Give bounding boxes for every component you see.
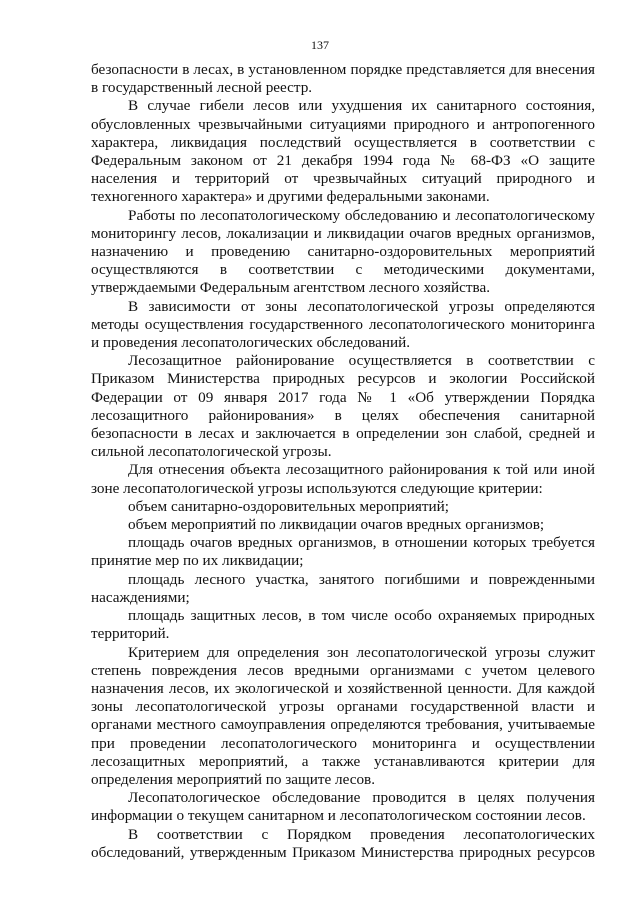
paragraph: В зависимости от зоны лесопатологической угрозы определяются методы осуществления государственного лесопатологического мониторинга и проведения лесопатологических обследований. bbox=[91, 297, 595, 352]
paragraph: В случае гибели лесов или ухудшения их санитарного состояния, обусловленных чрезвычайными ситуациями природного и антропогенного характера, ликвидация последствий осуществляется в соответствии с Федеральным законом от 21 декабря 1994 года № 68-ФЗ «О защите населения и территорий от чрезвычайных ситуаций природного и техногенного характера» и другими федеральными законами. bbox=[91, 97, 595, 206]
criteria-list-item: площадь защитных лесов, в том числе особо охраняемых природных территорий. bbox=[91, 607, 595, 643]
page-number: 137 bbox=[311, 38, 329, 52]
paragraph-continues-next-page: В соответствии с Порядком проведения лесопатологических обследований, утвержденным Приказом Министерства природных ресурсов bbox=[91, 825, 595, 861]
paragraph: Лесопатологическое обследование проводится в целях получения информации о текущем санитарном и лесопатологическом состоянии лесов. bbox=[91, 789, 595, 825]
criteria-list-item: площадь очагов вредных организмов, в отношении которых требуется принятие мер по их ликвидации; bbox=[91, 534, 595, 570]
paragraph-continuation: безопасности в лесах, в установленном порядке представляется для внесения в государственный лесной реестр. bbox=[91, 61, 595, 97]
paragraph: Лесозащитное районирование осуществляется в соответствии с Приказом Министерства природных ресурсов и экологии Российской Федерации от 09 января 2017 года № 1 «Об утверждении Порядка лесозащитного районирования» в целях обеспечения санитарной безопасности в лесах и заключается в определении зон слабой, средней и сильной лесопатологической угрозы. bbox=[91, 352, 595, 461]
paragraph: Работы по лесопатологическому обследованию и лесопатологическому мониторингу лесов, локализации и ликвидации очагов вредных организмов, назначению и проведению санитарно-оздоровительных мероприятий осуществляются в соответствии с методическими документами, утверждаемыми Федеральным агентством лесного хозяйства. bbox=[91, 206, 595, 297]
criteria-list-item: площадь лесного участка, занятого погибшими и поврежденными насаждениями; bbox=[91, 570, 595, 606]
paragraph: Для отнесения объекта лесозащитного районирования к той или иной зоне лесопатологической угрозы используются следующие критерии: bbox=[91, 461, 595, 497]
criteria-list-item: объем мероприятий по ликвидации очагов вредных организмов; bbox=[128, 516, 545, 534]
paragraph: Критерием для определения зон лесопатологической угрозы служит степень повреждения лесов вредными организмами с учетом целевого назначения лесов, их экологической и хозяйственной ценности. Для каждой зоны лесопатологической угрозы органами государственной власти и органами местного самоуправления определяются требования, учитываемые при проведении лесопатологического мониторинга и осуществлении лесозащитных мероприятий, а также устанавливаются критерии для определения мероприятий по защите лесов. bbox=[91, 643, 595, 788]
document-body bbox=[91, 61, 595, 862]
criteria-list-item: объем санитарно-оздоровительных мероприятий; bbox=[128, 497, 450, 515]
